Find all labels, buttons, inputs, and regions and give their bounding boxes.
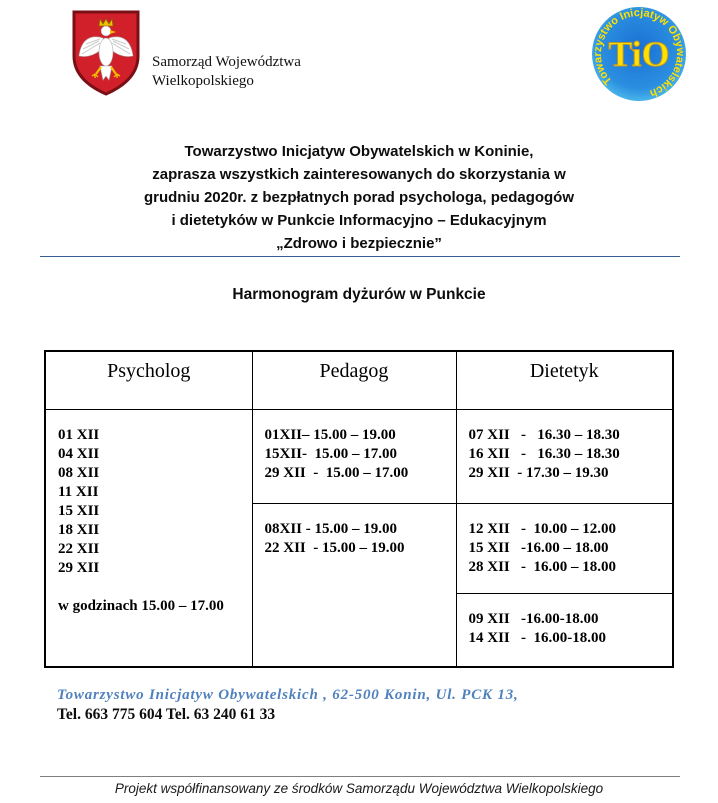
table-line: 15 XII bbox=[58, 502, 100, 519]
dietetyk-cell-3 bbox=[456, 593, 673, 667]
dietetyk-cell-3-lines bbox=[469, 610, 667, 648]
table-line: 08 XII bbox=[58, 464, 100, 481]
footer-divider-line bbox=[40, 776, 680, 777]
header-divider-line bbox=[40, 256, 680, 257]
table-line: 22 XII bbox=[58, 540, 100, 557]
tio-logo-icon bbox=[589, 4, 689, 104]
tio-logo-center-text: TiO bbox=[608, 34, 670, 74]
table-line: 29 XII - 15.00 – 17.00 bbox=[264, 464, 409, 481]
schedule-title: Harmonogram dyżurów w Punkcie bbox=[232, 286, 486, 303]
intro-line-4: i dietetyków w Punkcie Informacyjno – Edukacyjnym bbox=[171, 212, 547, 229]
dietetyk-cell-1-lines bbox=[469, 426, 667, 483]
dietetyk-cell-1 bbox=[456, 409, 673, 503]
table-line: 29 XII bbox=[58, 559, 100, 576]
table-line: 14 XII - 16.00-18.00 bbox=[468, 629, 606, 646]
table-line: 12 XII - 10.00 – 12.00 bbox=[468, 520, 617, 537]
wielkopolska-coat-of-arms-icon bbox=[70, 10, 142, 96]
project-funding-note: Projekt współfinansowany ze środków Samorządu Województwa Wielkopolskiego bbox=[114, 781, 604, 796]
schedule-table bbox=[44, 350, 674, 668]
table-line: 09 XII -16.00-18.00 bbox=[468, 610, 599, 627]
pedagog-cell-1 bbox=[252, 409, 456, 503]
pedagog-cell-1-lines bbox=[265, 426, 450, 483]
table-line: 22 XII - 15.00 – 19.00 bbox=[264, 539, 405, 556]
footer-address: Towarzystwo Inicjatyw Obywatelskich , 62-500 Konin, Ul. PCK 13, bbox=[57, 687, 519, 703]
footer-phones: Tel. 663 775 604 Tel. 63 240 61 33 bbox=[57, 706, 276, 723]
table-line: 04 XII bbox=[58, 445, 100, 462]
intro-line-1: Towarzystwo Inicjatyw Obywatelskich w Koninie, bbox=[184, 143, 534, 160]
table-line: 16 XII - 16.30 – 18.30 bbox=[468, 445, 620, 462]
intro-line-3: grudniu 2020r. z bezpłatnych porad psychologa, pedagogów bbox=[143, 189, 575, 206]
org-name-left bbox=[152, 53, 301, 91]
col-header-dietetyk: Dietetyk bbox=[456, 351, 673, 409]
col-header-psycholog: Psycholog bbox=[45, 351, 252, 409]
intro-paragraph bbox=[59, 140, 659, 255]
pedagog-cell-2-lines bbox=[265, 520, 450, 558]
intro-line-5: „Zdrowo i bezpiecznie” bbox=[276, 235, 442, 252]
table-line: 01 XII bbox=[58, 426, 100, 443]
col-header-pedagog: Pedagog bbox=[252, 351, 456, 409]
table-line: 29 XII - 17.30 – 19.30 bbox=[468, 464, 609, 481]
tio-logo-ring-text: Towarzystwo Inicjatyw Obywatelskich bbox=[591, 6, 687, 100]
intro-line-2: zaprasza wszystkich zainteresowanych do skorzystania w bbox=[152, 166, 566, 183]
dietetyk-cell-2 bbox=[456, 503, 673, 593]
table-line: 15 XII -16.00 – 18.00 bbox=[468, 539, 609, 556]
org-name-line1: Samorząd Województwa bbox=[152, 54, 301, 70]
table-line: 15XII- 15.00 – 17.00 bbox=[264, 445, 398, 462]
table-line: 01XII– 15.00 – 19.00 bbox=[264, 426, 396, 443]
table-line: 07 XII - 16.30 – 18.30 bbox=[468, 426, 620, 443]
psycholog-cell bbox=[45, 409, 252, 667]
psycholog-dates bbox=[58, 426, 246, 578]
table-line: 11 XII bbox=[58, 483, 99, 500]
pedagog-cell-2 bbox=[252, 503, 456, 667]
table-line: 28 XII - 16.00 – 18.00 bbox=[468, 558, 617, 575]
table-line: 18 XII bbox=[58, 521, 100, 538]
dietetyk-cell-2-lines bbox=[469, 520, 667, 577]
psycholog-hours-note: w godzinach 15.00 – 17.00 bbox=[58, 597, 224, 614]
table-line: 08XII - 15.00 – 19.00 bbox=[264, 520, 398, 537]
org-name-line2: Wielkopolskiego bbox=[152, 73, 254, 89]
